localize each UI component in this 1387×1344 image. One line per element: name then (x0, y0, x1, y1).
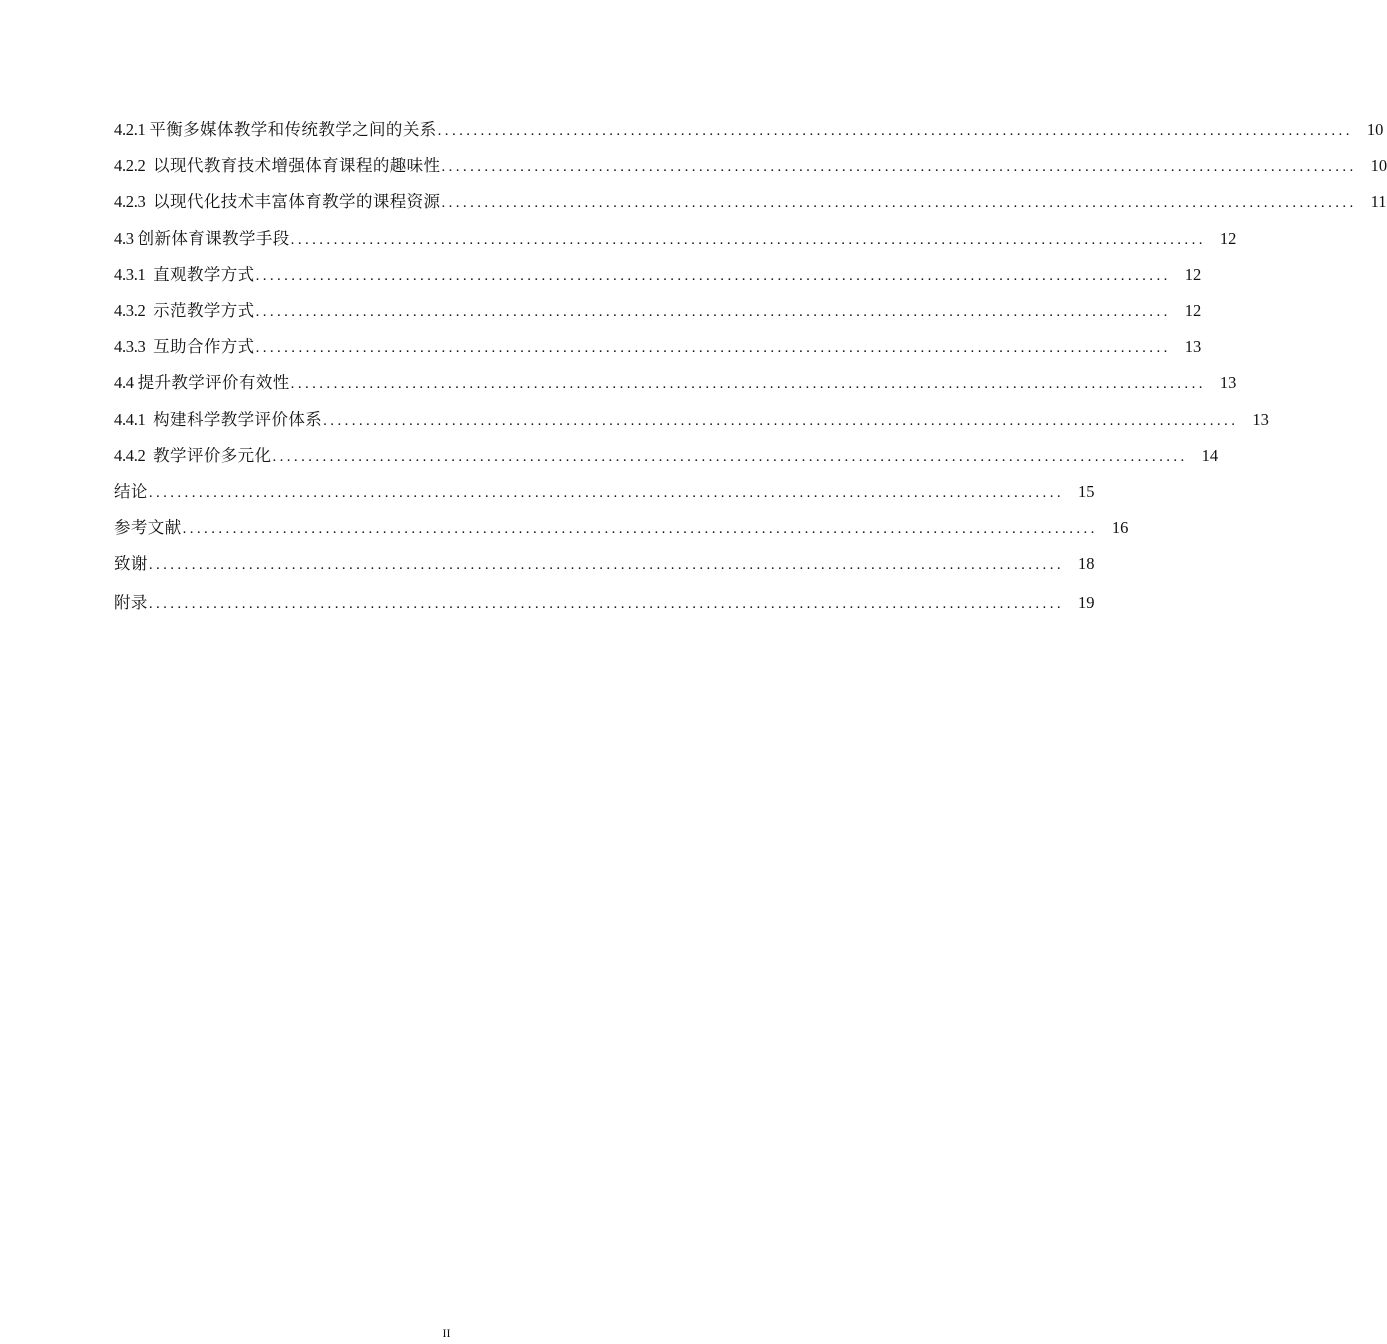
toc-dot-leader: ................................................................................................................................ (148, 596, 1065, 613)
toc-entry-page: 13 (1184, 337, 1202, 357)
toc-entry[interactable] (114, 297, 1202, 333)
toc-entry[interactable] (114, 333, 1202, 369)
toc-entry-number: 4.3.2 (114, 300, 154, 320)
toc-dot-leader: ................................................................................................................................ (272, 448, 1188, 465)
toc-entry-page: 16 (1111, 518, 1129, 538)
toc-entry[interactable] (114, 589, 1095, 625)
toc-entry-page: 12 (1184, 264, 1202, 284)
toc-entry-title: 创新体育课教学手段 (137, 228, 290, 248)
page-number: II (442, 1326, 451, 1340)
toc-entry[interactable] (114, 152, 1387, 188)
toc-entry[interactable] (114, 369, 1237, 405)
toc-dot-leader: ................................................................................................................................ (437, 123, 1353, 139)
toc-entry-page: 13 (1252, 409, 1269, 429)
toc-entry-page: 19 (1078, 593, 1095, 613)
toc-entry-page: 18 (1078, 554, 1095, 574)
table-of-contents (114, 116, 1387, 626)
toc-entry-number: 4.3.3 (114, 337, 154, 357)
toc-entry-number: 4.3 (114, 228, 138, 248)
toc-entry-page: 10 (1370, 156, 1387, 176)
toc-entry[interactable] (114, 514, 1129, 550)
toc-entry[interactable] (114, 550, 1095, 586)
toc-entry-title: 示范教学方式 (153, 300, 255, 320)
toc-entry-page: 13 (1219, 373, 1237, 393)
toc-entry[interactable] (114, 225, 1237, 261)
toc-entry-title: 附录 (114, 593, 148, 613)
toc-entry[interactable] (114, 261, 1202, 297)
toc-entry-title: 致谢 (114, 554, 148, 574)
toc-dot-leader: ................................................................................................................................ (290, 231, 1206, 248)
toc-entry-title: 参考文献 (114, 518, 182, 538)
toc-entry-title: 结论 (114, 481, 148, 501)
toc-entry-number: 4.2.1 (114, 120, 150, 139)
toc-entry-number: 4.2.2 (114, 156, 154, 176)
toc-dot-leader: ................................................................................................................................ (290, 376, 1206, 393)
toc-entry-page: 14 (1201, 445, 1219, 465)
toc-entry-number: 4.4.1 (114, 409, 154, 429)
toc-entry-title: 以现代教育技术增强体育课程的趣味性 (153, 156, 441, 176)
toc-entry-title: 以现代化技术丰富体育教学的课程资源 (153, 192, 441, 212)
toc-entry[interactable] (114, 116, 1384, 152)
toc-dot-leader: ................................................................................................................................ (255, 303, 1171, 320)
toc-entry[interactable] (114, 478, 1095, 514)
toc-dot-leader: ................................................................................................................................ (441, 159, 1357, 176)
toc-entry[interactable] (114, 188, 1387, 224)
toc-entry-number: 4.3.1 (114, 264, 154, 284)
toc-entry[interactable] (114, 406, 1269, 442)
toc-entry-page: 12 (1184, 300, 1202, 320)
toc-entry-title: 直观教学方式 (153, 264, 255, 284)
toc-entry-title: 教学评价多元化 (153, 445, 272, 465)
toc-entry-number: 4.4 (114, 373, 138, 393)
toc-entry-page: 10 (1366, 120, 1384, 139)
toc-dot-leader: ................................................................................................................................ (148, 484, 1065, 501)
toc-dot-leader: ................................................................................................................................ (441, 195, 1357, 212)
toc-entry[interactable] (114, 442, 1219, 478)
toc-entry-number: 4.2.3 (114, 192, 154, 212)
toc-dot-leader: ................................................................................................................................ (323, 412, 1239, 429)
toc-entry-page: 12 (1219, 228, 1237, 248)
toc-entry-title: 互助合作方式 (153, 337, 255, 357)
toc-dot-leader: ................................................................................................................................ (255, 267, 1171, 284)
toc-dot-leader: ................................................................................................................................ (182, 521, 1098, 538)
toc-entry-title: 平衡多媒体教学和传统教学之间的关系 (149, 120, 437, 139)
toc-dot-leader: ................................................................................................................................ (255, 340, 1171, 357)
toc-entry-title: 构建科学教学评价体系 (153, 409, 323, 429)
toc-entry-title: 提升教学评价有效性 (137, 373, 290, 393)
toc-dot-leader: ................................................................................................................................ (148, 557, 1065, 574)
toc-entry-number: 4.4.2 (114, 445, 154, 465)
toc-entry-page: 11 (1370, 192, 1387, 212)
toc-entry-page: 15 (1078, 481, 1095, 501)
